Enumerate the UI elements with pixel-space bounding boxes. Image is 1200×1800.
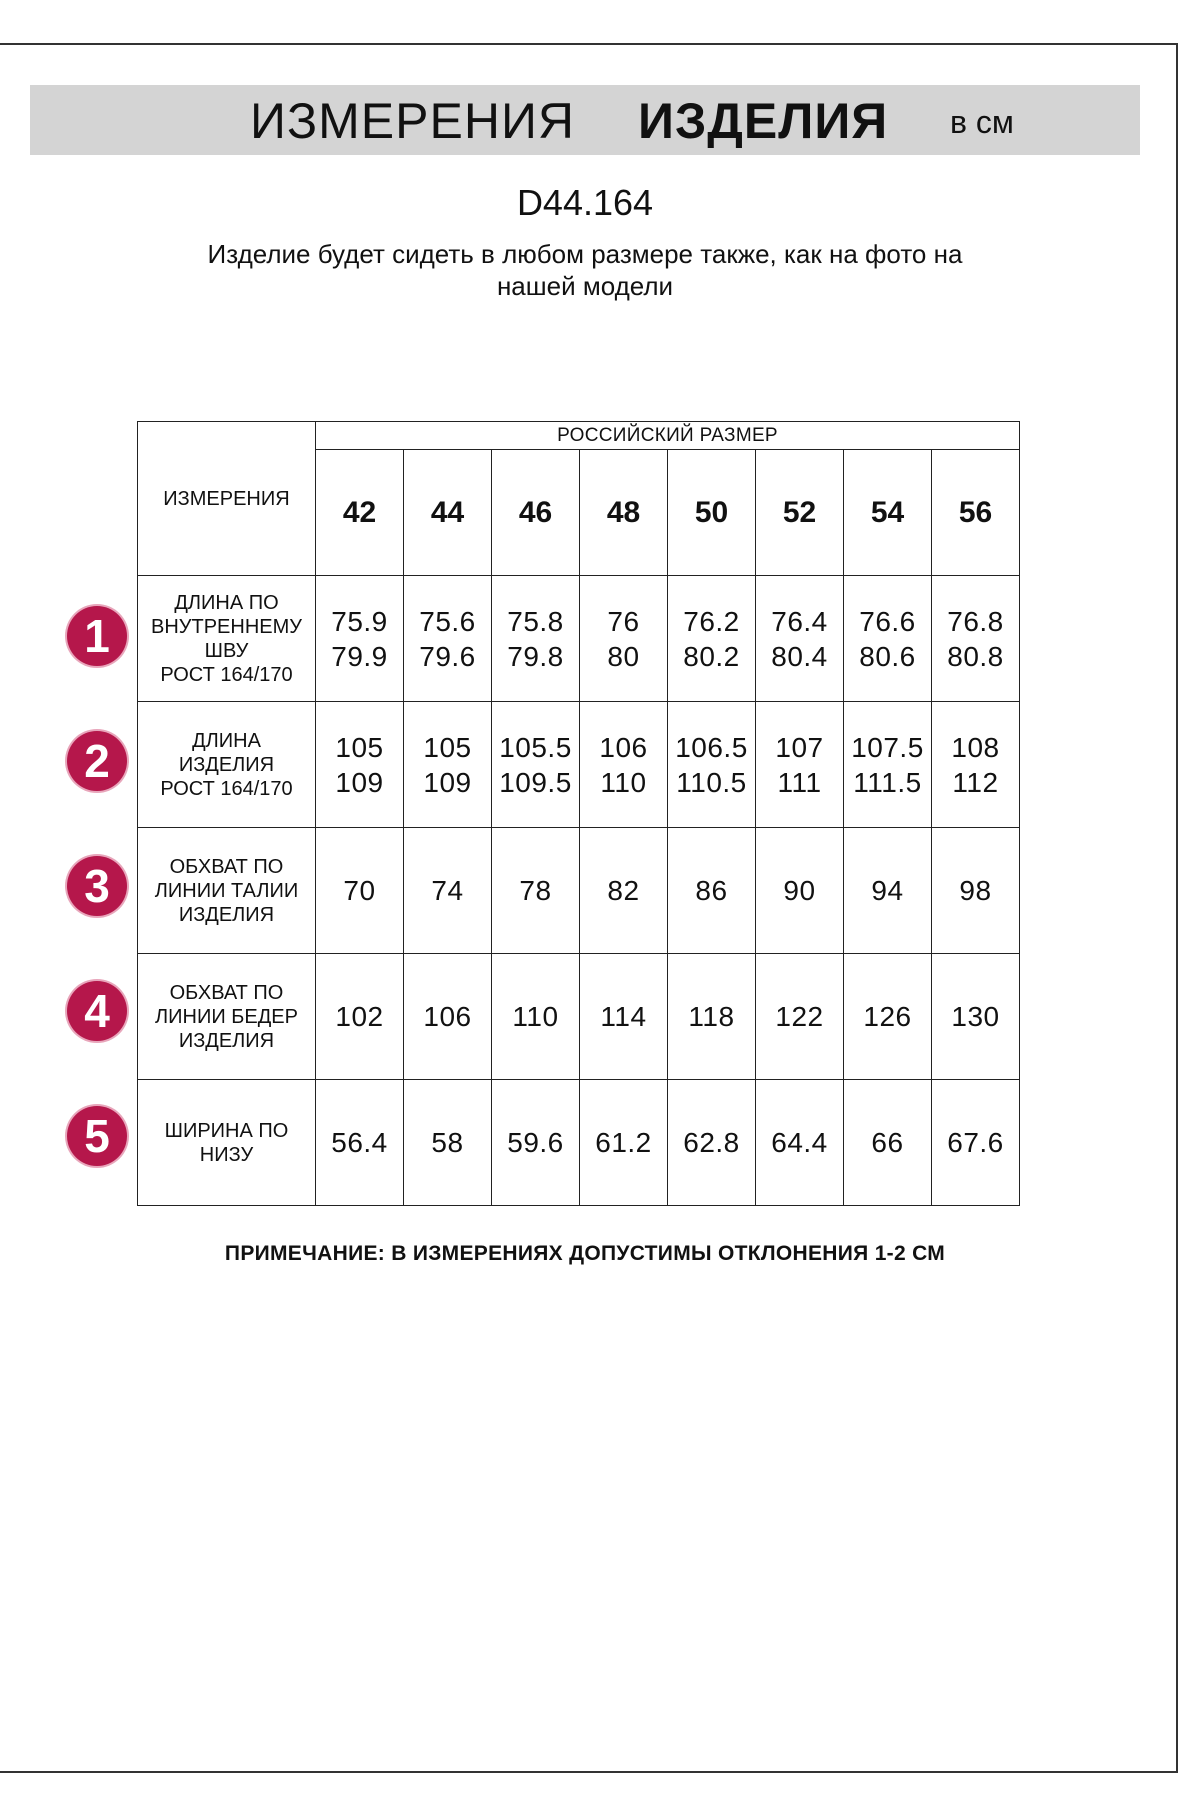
measurement-value: 98 xyxy=(959,875,992,906)
measurement-label-line: ШИРИНА ПО xyxy=(164,1119,289,1142)
measurement-value-cell xyxy=(580,828,668,954)
measurement-value: 122 xyxy=(775,1001,824,1032)
measurement-value: 76.4 xyxy=(771,605,828,637)
measurement-value-cell xyxy=(756,828,844,954)
title-unit: в см xyxy=(950,104,1014,140)
measurement-value-cell xyxy=(492,576,580,702)
measurement-value-cell xyxy=(932,828,1020,954)
measurement-value: 58 xyxy=(431,1127,464,1158)
measurement-value-cell xyxy=(580,702,668,828)
measurement-value: 80.4 xyxy=(771,640,828,672)
measurement-value: 105 xyxy=(423,731,472,763)
size-header-54: 54 xyxy=(844,450,932,576)
measurement-label-line: РОСТ 164/170 xyxy=(160,777,293,800)
measurement-value-cell xyxy=(492,1080,580,1206)
measurement-value: 130 xyxy=(951,1001,1000,1032)
measurement-value: 76.6 xyxy=(859,605,916,637)
measurement-label-line: ВНУТРЕННЕМУ xyxy=(151,615,302,638)
row-number-badge: 1 xyxy=(67,606,127,666)
measurement-row xyxy=(138,576,1020,702)
measurement-value-cell xyxy=(404,1080,492,1206)
row-number-badge: 3 xyxy=(67,856,127,916)
measurement-value: 79.8 xyxy=(507,640,564,672)
row-number-badge: 4 xyxy=(67,981,127,1041)
measurement-value: 79.9 xyxy=(331,640,388,672)
measurement-value: 75.6 xyxy=(419,605,476,637)
measurement-value: 107.5 xyxy=(851,731,924,763)
measurement-value-cell xyxy=(844,954,932,1080)
measurement-value-cell xyxy=(316,702,404,828)
title-product: ИЗДЕЛИЯ xyxy=(638,93,889,149)
fit-description: Изделие будет сидеть в любом размере также, как на фото на нашей модели xyxy=(207,239,963,301)
measurement-label xyxy=(138,702,316,828)
measurement-value-cell xyxy=(404,702,492,828)
measurement-value-cell xyxy=(844,828,932,954)
measurement-label-line: ЛИНИИ БЕДЕР xyxy=(155,1005,298,1028)
article-number: D44.164 xyxy=(516,182,654,223)
measurement-value: 94 xyxy=(871,875,904,906)
measurement-value: 90 xyxy=(783,875,816,906)
measurement-label xyxy=(138,576,316,702)
measurement-value: 56.4 xyxy=(331,1127,388,1158)
measurement-value-cell xyxy=(404,576,492,702)
measurement-value: 64.4 xyxy=(771,1127,828,1158)
measurement-value-cell xyxy=(756,1080,844,1206)
measurement-value: 75.9 xyxy=(331,605,388,637)
measurement-value-cell xyxy=(580,954,668,1080)
size-header-48: 48 xyxy=(580,450,668,576)
measurement-value-cell xyxy=(844,702,932,828)
measurement-value: 108 xyxy=(951,731,1000,763)
measurement-value: 76.2 xyxy=(683,605,740,637)
measurement-value: 109 xyxy=(335,766,384,798)
measurement-row xyxy=(138,828,1020,954)
measurement-value: 109 xyxy=(423,766,472,798)
measurement-value-cell xyxy=(756,954,844,1080)
measurement-value: 76.8 xyxy=(947,605,1004,637)
measurement-row xyxy=(138,954,1020,1080)
size-header-52: 52 xyxy=(756,450,844,576)
measurement-value-cell xyxy=(316,576,404,702)
measurement-label-line: ИЗДЕЛИЯ xyxy=(178,903,275,926)
size-table xyxy=(137,421,1020,1206)
measurement-value: 70 xyxy=(343,875,376,906)
measurement-label-line: РОСТ 164/170 xyxy=(160,663,293,686)
size-header-56: 56 xyxy=(932,450,1020,576)
measurement-value-cell xyxy=(404,828,492,954)
measurement-value: 105.5 xyxy=(499,731,572,763)
measurement-value: 106.5 xyxy=(675,731,748,763)
size-header-46: 46 xyxy=(492,450,580,576)
measurement-value: 107 xyxy=(775,731,824,763)
measurement-value: 110 xyxy=(512,1001,559,1032)
measurement-value-cell xyxy=(668,828,756,954)
measurement-value-cell xyxy=(756,702,844,828)
measurement-value-cell xyxy=(668,702,756,828)
measurement-value-cell xyxy=(316,954,404,1080)
measurement-label xyxy=(138,954,316,1080)
measurement-label-line: ИЗДЕЛИЯ xyxy=(178,753,275,776)
measurement-value: 106 xyxy=(423,1001,472,1032)
measurement-label-line: ДЛИНА xyxy=(192,729,261,752)
measurement-value-cell xyxy=(668,576,756,702)
measurement-value-cell xyxy=(932,702,1020,828)
measurement-value-cell xyxy=(580,576,668,702)
measurement-value-cell xyxy=(404,954,492,1080)
row-number-badge: 2 xyxy=(67,731,127,791)
measurement-value: 118 xyxy=(688,1001,735,1032)
measurement-row xyxy=(138,702,1020,828)
measurement-value-cell xyxy=(668,1080,756,1206)
size-header-42: 42 xyxy=(316,450,404,576)
measurement-value: 66 xyxy=(871,1127,904,1158)
measurement-value: 105 xyxy=(335,731,384,763)
measurement-value: 75.8 xyxy=(507,605,564,637)
measurement-value: 110.5 xyxy=(676,766,747,798)
measurement-label-line: ОБХВАТ ПО xyxy=(169,855,284,878)
measurement-value: 82 xyxy=(607,875,640,906)
measurement-value-cell xyxy=(492,702,580,828)
measurement-value-cell xyxy=(756,576,844,702)
measurement-label-line: ШВУ xyxy=(204,639,249,662)
measurement-value: 80 xyxy=(607,640,640,672)
measurement-label-line: ЛИНИИ ТАЛИИ xyxy=(154,879,299,902)
measurement-label xyxy=(138,828,316,954)
measurement-label-line: ИЗДЕЛИЯ xyxy=(178,1029,275,1052)
measurement-value: 79.6 xyxy=(419,640,476,672)
measurement-value-cell xyxy=(932,576,1020,702)
measurement-value-cell xyxy=(492,828,580,954)
title-measurements: ИЗМЕРЕНИЯ xyxy=(250,93,575,149)
measurement-value: 61.2 xyxy=(595,1127,652,1158)
measurement-value-cell xyxy=(492,954,580,1080)
measurement-value: 126 xyxy=(863,1001,912,1032)
measurement-value-cell xyxy=(668,954,756,1080)
measurement-value-cell xyxy=(844,576,932,702)
measurement-value-cell xyxy=(316,1080,404,1206)
measurement-value-cell xyxy=(844,1080,932,1206)
measurements-header: ИЗМЕРЕНИЯ xyxy=(138,422,316,576)
measurement-value: 110 xyxy=(600,766,647,798)
measurement-value: 111.5 xyxy=(853,766,922,798)
measurement-value: 111 xyxy=(777,766,822,798)
measurement-value: 114 xyxy=(600,1001,647,1032)
measurement-value-cell xyxy=(932,1080,1020,1206)
measurement-label-line: НИЗУ xyxy=(199,1143,254,1166)
measurement-value: 74 xyxy=(431,875,464,906)
measurement-value: 80.2 xyxy=(683,640,740,672)
measurement-label-line: ОБХВАТ ПО xyxy=(169,981,284,1004)
russian-size-header: РОССИЙСКИЙ РАЗМЕР xyxy=(316,422,1020,450)
measurement-value: 102 xyxy=(335,1001,384,1032)
measurement-value: 86 xyxy=(695,875,728,906)
measurement-value-cell xyxy=(932,954,1020,1080)
measurement-value: 106 xyxy=(599,731,648,763)
measurement-value: 62.8 xyxy=(683,1127,740,1158)
measurement-value: 80.8 xyxy=(947,640,1004,672)
size-header-50: 50 xyxy=(668,450,756,576)
measurement-value: 112 xyxy=(952,766,999,798)
tolerance-note: ПРИМЕЧАНИЕ: В ИЗМЕРЕНИЯХ ДОПУСТИМЫ ОТКЛОНЕНИЯ 1-2 СМ xyxy=(224,1242,946,1265)
measurement-row xyxy=(138,1080,1020,1206)
measurement-label xyxy=(138,1080,316,1206)
measurement-value: 67.6 xyxy=(947,1127,1004,1158)
measurement-value: 109.5 xyxy=(499,766,572,798)
size-header-44: 44 xyxy=(404,450,492,576)
row-number-badge: 5 xyxy=(67,1106,127,1166)
measurement-value: 59.6 xyxy=(507,1127,564,1158)
measurement-label-line: ДЛИНА ПО xyxy=(174,591,279,614)
measurement-value: 78 xyxy=(519,875,552,906)
measurement-value-cell xyxy=(316,828,404,954)
measurement-value-cell xyxy=(580,1080,668,1206)
measurement-value: 76 xyxy=(607,605,640,637)
measurement-value: 80.6 xyxy=(859,640,916,672)
